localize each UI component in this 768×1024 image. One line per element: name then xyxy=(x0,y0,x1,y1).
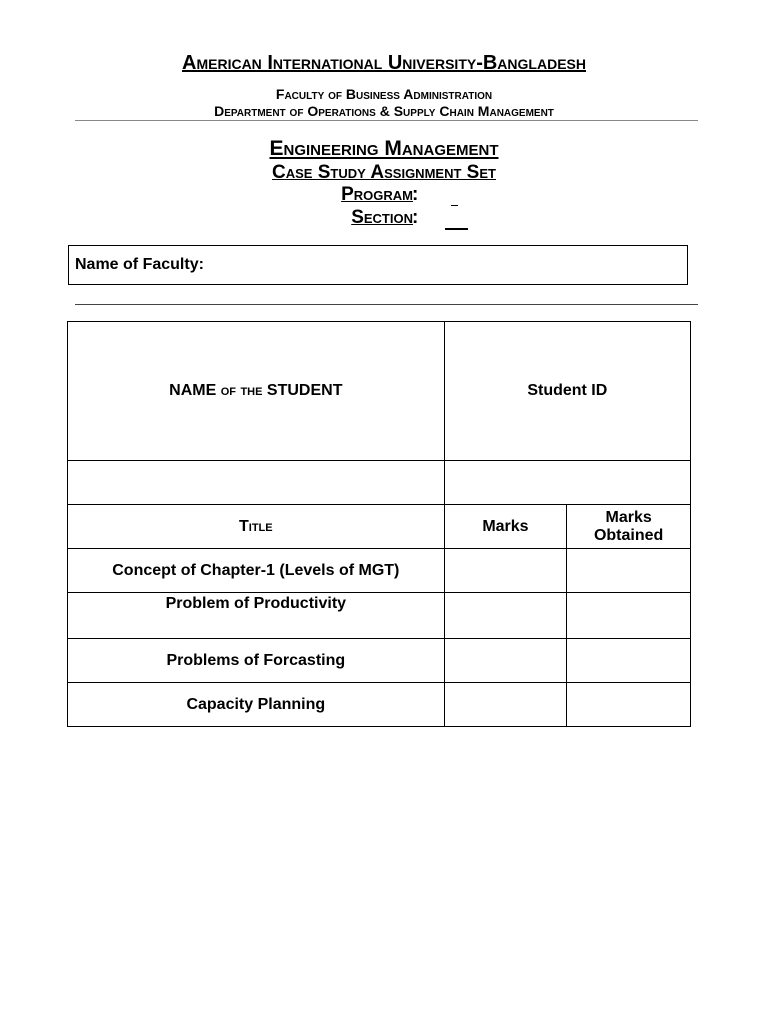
section-divider xyxy=(75,304,698,305)
student-name-header-part1: NAME xyxy=(169,382,217,399)
header-divider xyxy=(75,120,698,121)
department-name: Department of Operations & Supply Chain Management xyxy=(214,103,554,119)
marks-obtained-cell xyxy=(567,683,691,727)
section-label: Section xyxy=(351,207,413,228)
student-id-header: Student ID xyxy=(444,322,690,461)
marks-header: Marks xyxy=(444,505,567,549)
program-field xyxy=(0,184,768,208)
marks-obtained-header xyxy=(567,505,691,549)
student-name-header xyxy=(68,322,445,461)
section-field xyxy=(0,207,768,231)
section-blank xyxy=(445,228,468,230)
marks-obtained-cell xyxy=(567,593,691,639)
marks-obtained-line2: Obtained xyxy=(593,526,664,544)
marks-obtained-line1: Marks xyxy=(605,508,652,526)
student-name-header-part3: STUDENT xyxy=(266,382,343,399)
marks-cell xyxy=(444,549,567,593)
table-row xyxy=(68,639,691,683)
faculty-name: Faculty of Business Administration xyxy=(275,86,493,102)
table-row xyxy=(68,461,691,505)
program-label: Program xyxy=(341,184,413,205)
program-colon: : xyxy=(412,184,419,205)
assignment-title-cell: Problem of Productivity xyxy=(68,593,445,639)
marks-obtained-cell xyxy=(567,639,691,683)
course-title-text: Engineering Management xyxy=(269,137,499,160)
course-title xyxy=(0,137,768,161)
marks-cell xyxy=(444,639,567,683)
faculty-box xyxy=(68,245,688,285)
assignment-title-cell: Concept of Chapter-1 (Levels of MGT) xyxy=(68,549,445,593)
assignment-set-text: Case Study Assignment Set xyxy=(272,162,496,183)
marks-cell xyxy=(444,683,567,727)
student-id-cell xyxy=(444,461,690,505)
table-row xyxy=(68,322,691,461)
table-row xyxy=(68,505,691,549)
title-header: Title xyxy=(68,505,445,549)
program-blank xyxy=(451,205,458,206)
university-name: American International University-Bangladesh xyxy=(182,52,586,74)
table-row xyxy=(68,593,691,639)
marks-cell xyxy=(444,593,567,639)
faculty-label: Name of Faculty: xyxy=(75,256,204,273)
assignment-table xyxy=(67,321,691,727)
student-name-cell xyxy=(68,461,445,505)
assignment-title-cell: Capacity Planning xyxy=(68,683,445,727)
table-row xyxy=(68,683,691,727)
student-name-header-part2: of the xyxy=(220,382,263,399)
assignment-title-cell: Problems of Forcasting xyxy=(68,639,445,683)
table-row xyxy=(68,549,691,593)
marks-obtained-cell xyxy=(567,549,691,593)
section-colon: : xyxy=(412,207,419,228)
assignment-set xyxy=(0,162,768,184)
